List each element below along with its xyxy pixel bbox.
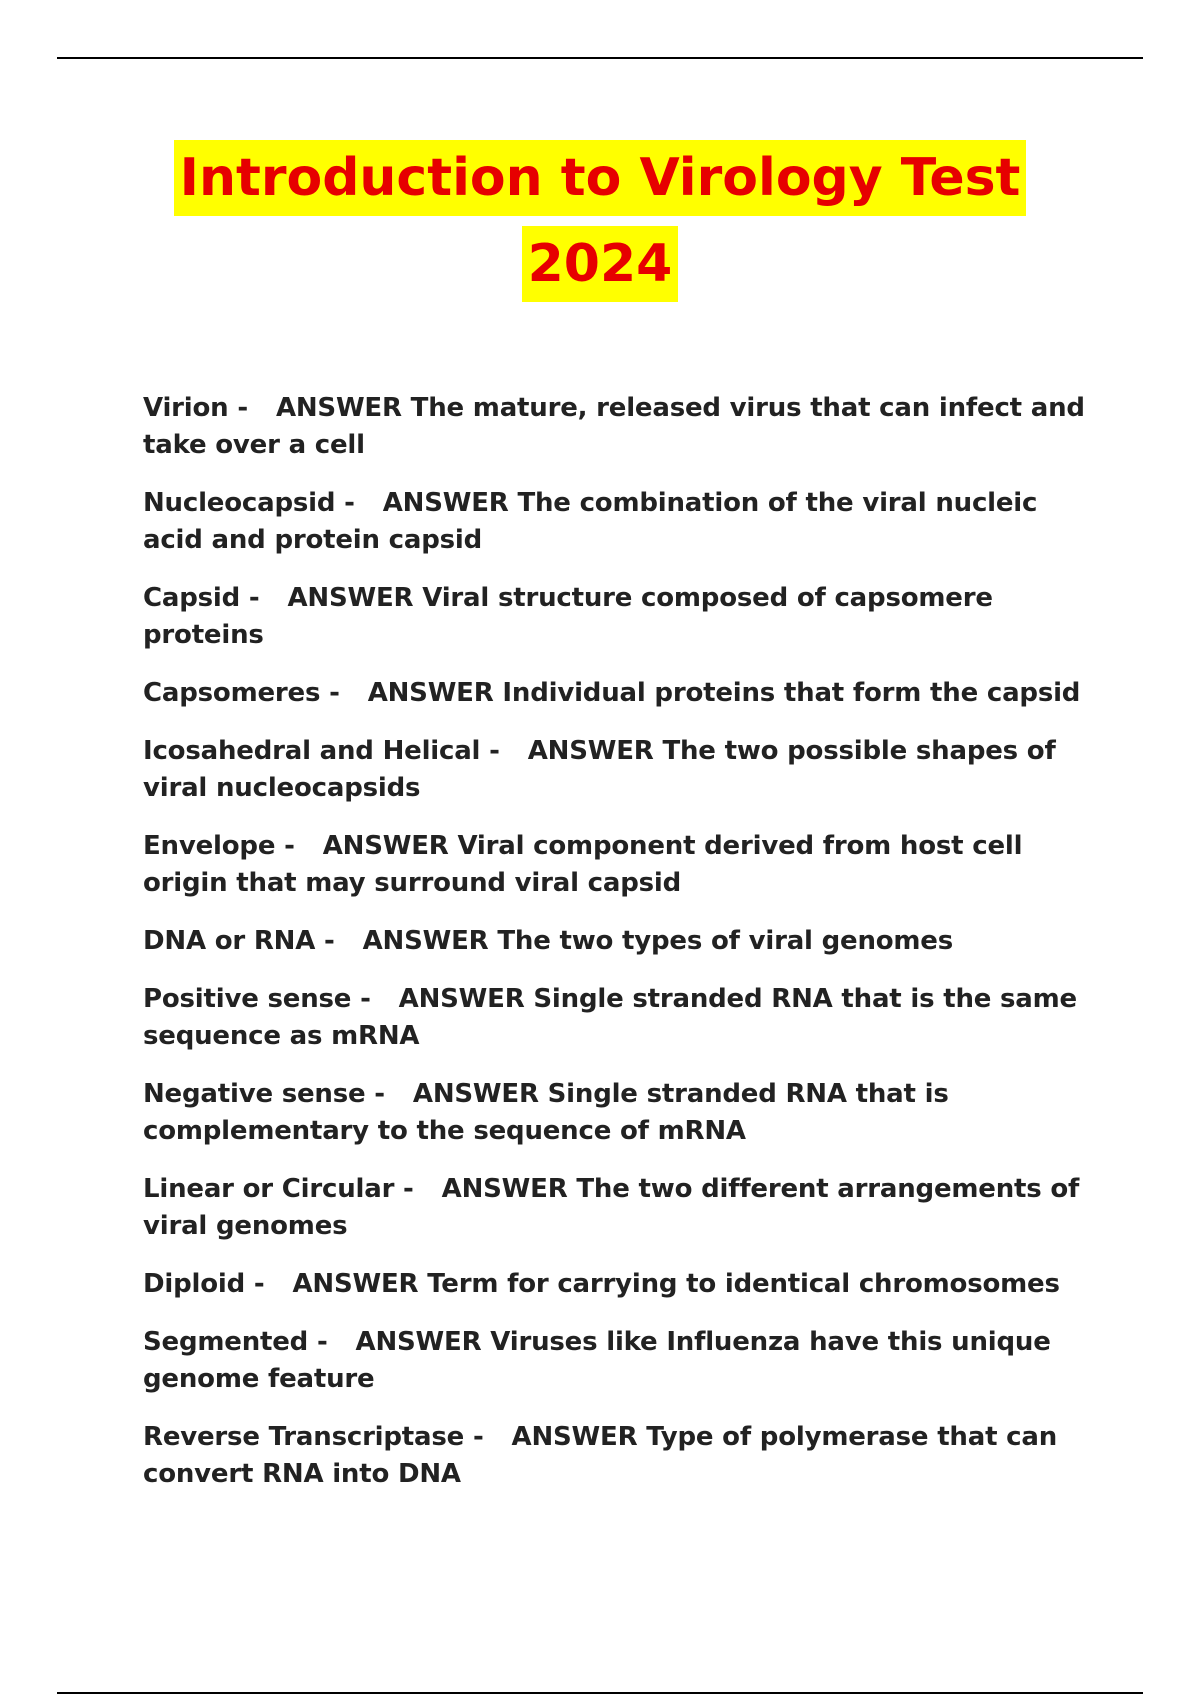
qa-term: Negative sense - bbox=[143, 1079, 385, 1109]
qa-answer: Type of polymerase that can convert RNA into DNA bbox=[143, 1422, 1058, 1489]
qa-item bbox=[143, 390, 1093, 464]
answer-label: ANSWER bbox=[382, 488, 509, 518]
qa-item bbox=[143, 828, 1093, 902]
qa-item bbox=[143, 580, 1093, 654]
qa-answer: Viral structure composed of capsomere proteins bbox=[143, 583, 993, 650]
answer-label: ANSWER bbox=[412, 1079, 539, 1109]
answer-label: ANSWER bbox=[511, 1422, 638, 1452]
title-line-2: 2024 bbox=[522, 226, 679, 302]
title-line-1: Introduction to Virology Test bbox=[174, 140, 1027, 216]
answer-label: ANSWER bbox=[322, 831, 449, 861]
qa-answer: The two possible shapes of viral nucleocapsids bbox=[143, 736, 1056, 803]
answer-label: ANSWER bbox=[287, 583, 414, 613]
qa-term: Reverse Transcriptase - bbox=[143, 1422, 484, 1452]
qa-answer: Term for carrying to identical chromosomes bbox=[427, 1269, 1060, 1299]
qa-answer: The two types of viral genomes bbox=[497, 926, 954, 956]
qa-answer: Individual proteins that form the capsid bbox=[502, 678, 1081, 708]
qa-answer: Viruses like Influenza have this unique genome feature bbox=[143, 1327, 1051, 1394]
qa-term: Segmented - bbox=[143, 1327, 328, 1357]
qa-term: Virion - bbox=[143, 393, 248, 423]
answer-label: ANSWER bbox=[367, 678, 494, 708]
qa-item bbox=[143, 1076, 1093, 1150]
qa-term: Diploid - bbox=[143, 1269, 264, 1299]
qa-answer: The mature, released virus that can infect and take over a cell bbox=[143, 393, 1085, 460]
top-rule bbox=[57, 57, 1143, 59]
answer-label: ANSWER bbox=[398, 984, 525, 1014]
answer-label: ANSWER bbox=[362, 926, 489, 956]
qa-term: Capsid - bbox=[143, 583, 260, 613]
qa-item bbox=[143, 923, 1093, 960]
answer-label: ANSWER bbox=[292, 1269, 419, 1299]
qa-term: DNA or RNA - bbox=[143, 926, 335, 956]
qa-answer: The two different arrangements of viral genomes bbox=[143, 1174, 1080, 1241]
qa-term: Linear or Circular - bbox=[143, 1174, 414, 1204]
qa-term: Envelope - bbox=[143, 831, 295, 861]
answer-label: ANSWER bbox=[355, 1327, 482, 1357]
qa-item bbox=[143, 733, 1093, 807]
qa-answer: Single stranded RNA that is complementary to the sequence of mRNA bbox=[143, 1079, 949, 1146]
answer-label: ANSWER bbox=[275, 393, 402, 423]
qa-term: Icosahedral and Helical - bbox=[143, 736, 500, 766]
qa-list bbox=[143, 390, 1093, 1514]
qa-item bbox=[143, 675, 1093, 712]
qa-item bbox=[143, 1324, 1093, 1398]
qa-item bbox=[143, 1266, 1093, 1303]
qa-item bbox=[143, 1419, 1093, 1493]
qa-item bbox=[143, 485, 1093, 559]
qa-term: Capsomeres - bbox=[143, 678, 340, 708]
answer-label: ANSWER bbox=[441, 1174, 568, 1204]
qa-item bbox=[143, 1171, 1093, 1245]
qa-answer: Viral component derived from host cell origin that may surround viral capsid bbox=[143, 831, 1023, 898]
qa-answer: The combination of the viral nucleic acid and protein capsid bbox=[143, 488, 1038, 555]
qa-item bbox=[143, 981, 1093, 1055]
answer-label: ANSWER bbox=[527, 736, 654, 766]
document-title bbox=[0, 140, 1200, 312]
qa-term: Nucleocapsid - bbox=[143, 488, 355, 518]
qa-answer: Single stranded RNA that is the same sequence as mRNA bbox=[143, 984, 1077, 1051]
qa-term: Positive sense - bbox=[143, 984, 371, 1014]
bottom-rule bbox=[57, 1692, 1143, 1694]
